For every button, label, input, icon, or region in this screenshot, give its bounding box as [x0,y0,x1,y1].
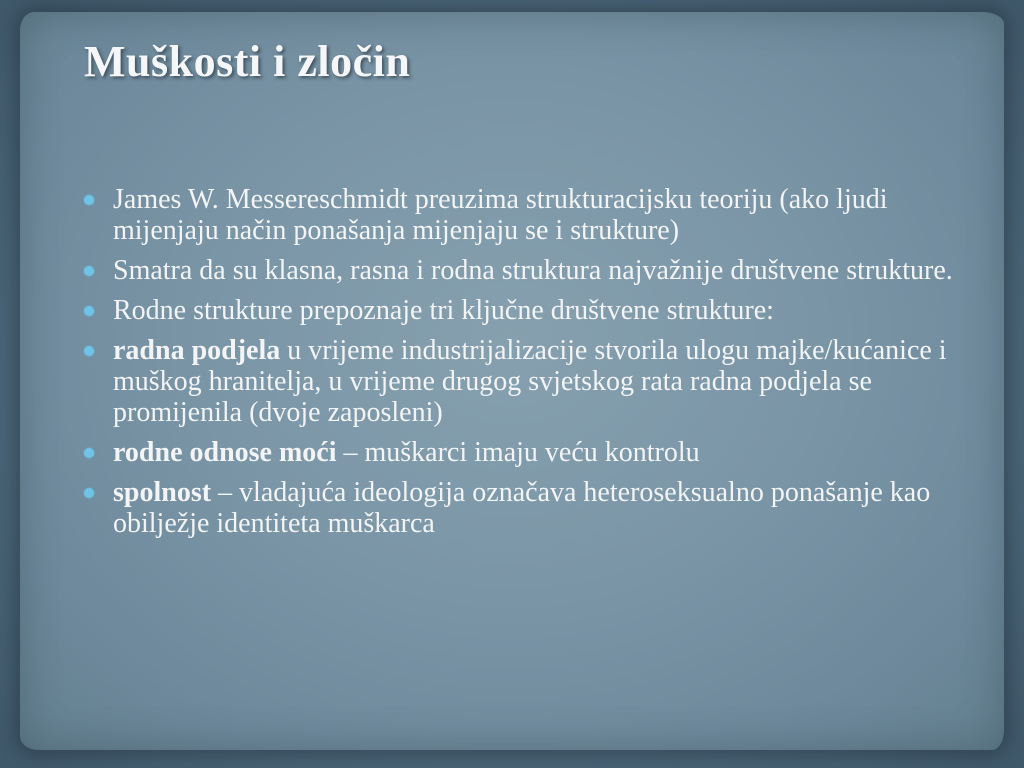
bullet-text: James W. Messereschmidt preuzima strukturacijsku teoriju (ako ljudi mijenjaju način ponašanja mijenjaju se i strukture) [113,184,888,246]
bullet-icon [84,266,94,276]
list-item [82,184,992,246]
bullet-text: u vrijeme industrijalizacije stvorila ulogu majke/kućanice i muškog hranitelja, u vrijeme drugog svjetskog rata radna podjela se promijenila (dvoje zaposleni) [113,335,947,428]
bullet-list [82,184,992,548]
bullet-icon [84,448,94,458]
list-item [82,437,992,468]
list-item [82,477,992,539]
bullet-bold-text: spolnost [113,477,212,508]
bullet-icon [84,488,94,498]
bullet-bold-text: rodne odnose moći [113,437,337,468]
list-item [82,295,992,326]
slide-title: Muškosti i zločin [84,37,411,86]
bullet-icon [84,195,94,205]
bullet-icon [84,306,94,316]
slide-panel [20,12,1004,750]
bullet-bold-text: radna podjela [113,335,281,366]
bullet-text: Smatra da su klasna, rasna i rodna struktura najvažnije društvene strukture. [113,255,953,286]
list-item [82,335,992,428]
bullet-text: – muškarci imaju veću kontrolu [336,437,700,468]
list-item [82,255,992,286]
bullet-text: – vladajuća ideologija označava heteroseksualno ponašanje kao obilježje identiteta muškarca [113,477,931,539]
bullet-text: Rodne strukture prepoznaje tri ključne društvene strukture: [113,295,774,326]
bullet-icon [84,346,94,356]
